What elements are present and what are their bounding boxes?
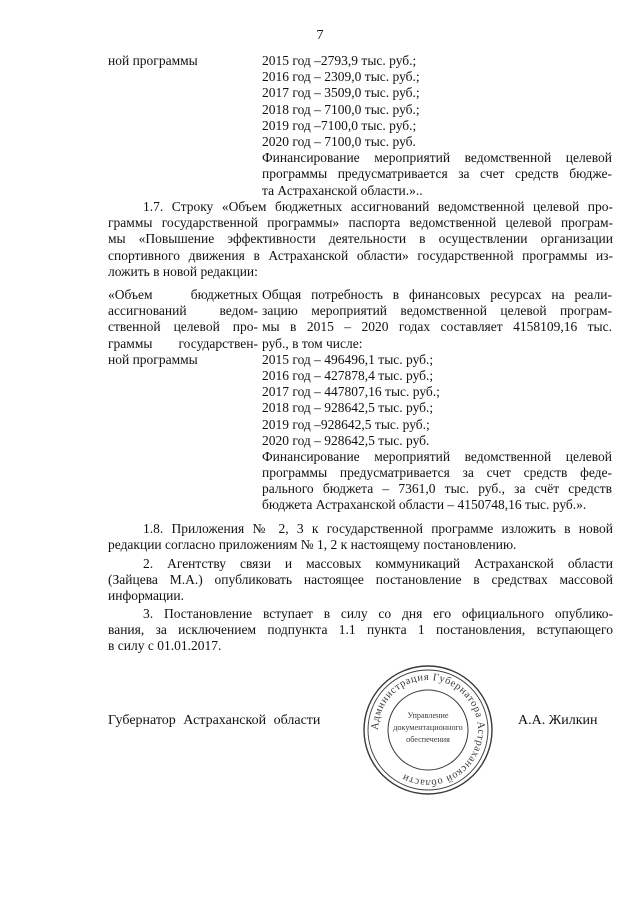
paragraph-1-7 xyxy=(108,199,613,280)
paragraph-3 xyxy=(108,606,613,655)
funding-line: 2016 год – 427878,4 тыс. руб.; xyxy=(262,367,434,383)
block2-left-label xyxy=(108,287,258,368)
block1-left-label xyxy=(108,53,258,69)
funding-line: 2019 год –7100,0 тыс. руб.; xyxy=(262,117,417,133)
seal-outer-text: Администрация Губернатора Астраханской области xyxy=(369,671,487,789)
label-line: ассигнований ведом- xyxy=(108,303,258,319)
funding-line: 2017 год – 3509,0 тыс. руб.; xyxy=(262,85,420,101)
funding-line: 2016 год – 2309,0 тыс. руб.; xyxy=(262,69,420,85)
paragraph-2 xyxy=(108,556,613,605)
block1-left-text: ной программы xyxy=(108,53,198,68)
funding-line: 2015 год – 496496,1 тыс. руб.; xyxy=(262,351,434,367)
funding-text-line: руб., в том числе: xyxy=(262,335,363,351)
funding-line: 2018 год – 928642,5 тыс. руб.; xyxy=(262,400,434,416)
paragraph-line: 3. Постановление вступает в силу со дня его официального опублико- xyxy=(143,606,613,621)
seal-inner-line: Управление xyxy=(407,711,449,720)
paragraph-line: спортивного движения в Астраханской области» государственной программы из- xyxy=(108,247,613,263)
seal-inner-line: обеспечения xyxy=(406,735,450,744)
paragraph-line: информации. xyxy=(108,588,184,604)
signature-name: А.А. Жилкин xyxy=(518,713,598,728)
funding-note-line: Финансирование мероприятий ведомственной целевой xyxy=(262,150,612,166)
paragraph-line: редакции согласно приложениям № 1, 2 к настоящему постановлению. xyxy=(108,537,517,553)
funding-text-line: мы в 2015 – 2020 годах составляет 4158109,16 тыс. xyxy=(262,319,612,335)
funding-line: 2020 год – 7100,0 тыс. руб. xyxy=(262,133,416,149)
label-line: граммы государствен- xyxy=(108,335,258,351)
paragraph-line: (Зайцева М.А.) опубликовать настоящее постановление в средствах массовой xyxy=(108,572,613,588)
funding-text-line: Общая потребность в финансовых ресурсах на реали- xyxy=(262,287,612,302)
label-line: «Объем бюджетных xyxy=(108,287,258,302)
paragraph-1-8 xyxy=(108,521,613,553)
page-number: 7 xyxy=(316,28,324,43)
seal-inner-line: документационного xyxy=(393,723,463,732)
block1-right-column xyxy=(262,53,612,199)
paragraph-line: 1.8. Приложения № 2, 3 к государственной программе изложить в новой xyxy=(143,521,613,536)
funding-line: 2018 год – 7100,0 тыс. руб.; xyxy=(262,101,420,117)
official-seal xyxy=(358,660,498,800)
paragraph-line: ложить в новой редакции: xyxy=(108,263,258,279)
label-line: ственной целевой про- xyxy=(108,319,258,335)
funding-note-line: та Астраханской области.».. xyxy=(262,182,423,198)
paragraph-line: мы «Повышение эффективности деятельности в осуществлении организации xyxy=(108,231,613,247)
funding-note-line: Финансирование мероприятий ведомственной целевой xyxy=(262,448,612,464)
funding-line: 2020 год – 928642,5 тыс. руб. xyxy=(262,432,430,448)
paragraph-line: граммы государственной программы» паспорта ведомственной целевой програм- xyxy=(108,215,613,231)
paragraph-line: вания, за исключением подпункта 1.1 пункта 1 постановления, вступающего xyxy=(108,622,613,638)
funding-note-line: бюджета Астраханской области – 4150748,16 тыс. руб.». xyxy=(262,497,587,513)
label-line: ной программы xyxy=(108,351,198,367)
funding-note-line: рального бюджета – 7361,0 тыс. руб., за счёт средств xyxy=(262,481,612,497)
funding-line: 2015 год –2793,9 тыс. руб.; xyxy=(262,53,417,68)
paragraph-line: 1.7. Строку «Объем бюджетных ассигнований ведомственной целевой про- xyxy=(143,199,613,214)
funding-line: 2017 год – 447807,16 тыс. руб.; xyxy=(262,384,440,400)
signature-position: Губернатор Астраханской области xyxy=(108,713,321,728)
funding-note-line: программы предусматривается за счет средств феде- xyxy=(262,465,612,481)
funding-note-line: программы предусматривается за счет средств бюдже- xyxy=(262,166,612,182)
funding-text-line: зацию мероприятий ведомственной целевой програм- xyxy=(262,303,612,319)
block2-right-column xyxy=(262,287,612,514)
funding-line: 2019 год –928642,5 тыс. руб.; xyxy=(262,416,430,432)
paragraph-line: 2. Агентству связи и массовых коммуникаций Астраханской области xyxy=(143,556,613,571)
paragraph-line: в силу с 01.01.2017. xyxy=(108,638,222,654)
